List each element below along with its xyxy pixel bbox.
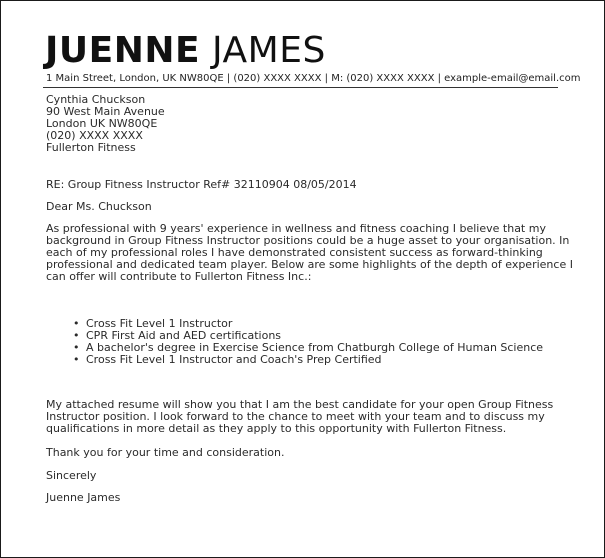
bullet-icon: • [73,353,80,366]
sender-last-name: JAMES [212,30,326,71]
recipient-address [46,94,165,154]
paragraph-line: professional and dedicated team player. Below are some highlights of the depth of experience I [46,258,573,271]
list-item-text: A bachelor's degree in Exercise Science from Chatburgh College of Human Science [86,341,544,354]
recipient-company: Fullerton Fitness [46,141,136,154]
subject-line: RE: Group Fitness Instructor Ref# 32110904 08/05/2014 [46,178,357,191]
highlights-list [46,318,543,366]
recipient-name: Cynthia Chuckson [46,93,146,106]
paragraph-line: As professional with 9 years' experience in wellness and fitness coaching I believe that my [46,222,546,235]
list-item-text: CPR First Aid and AED certifications [86,329,282,342]
paragraph-line: can offer will contribute to Fullerton Fitness Inc.: [46,270,312,283]
closing: Sincerely [46,469,97,482]
list-item-text: Cross Fit Level 1 Instructor [86,317,233,330]
list-item-text: Cross Fit Level 1 Instructor and Coach's Prep Certified [86,353,382,366]
paragraph-line: My attached resume will show you that I am the best candidate for your open Group Fitness [46,398,554,411]
paragraph-line: background in Group Fitness Instructor positions could be a huge asset to your organisation. In [46,234,570,247]
list-item [73,353,543,366]
sender-contact-line: 1 Main Street, London, UK NW80QE | (020) XXXX XXXX | M: (020) XXXX XXXX | example-email@email.com [46,73,581,84]
body-paragraph-2 [46,399,553,435]
bullet-icon: • [73,341,80,354]
paragraph-line: qualifications in more detail as they apply to this opportunity with Fullerton Fitness. [46,422,507,435]
recipient-city: London UK NW80QE [46,117,158,130]
bullet-icon: • [73,317,80,330]
sender-name [45,29,326,73]
thanks-line: Thank you for your time and consideration. [46,446,285,459]
signature-name: Juenne James [46,491,121,504]
sender-first-name: JUENNE [45,30,201,71]
body-paragraph-1 [46,222,573,283]
paragraph-line: each of my professional roles I have demonstrated consistent success as forward-thinking [46,246,543,259]
paragraph-line: Instructor position. I look forward to the chance to meet with your team and to discuss my [46,410,545,423]
recipient-street: 90 West Main Avenue [46,105,165,118]
salutation: Dear Ms. Chuckson [46,200,152,213]
header-divider [43,87,558,88]
recipient-phone: (020) XXXX XXXX [46,129,143,142]
bullet-icon: • [73,329,80,342]
